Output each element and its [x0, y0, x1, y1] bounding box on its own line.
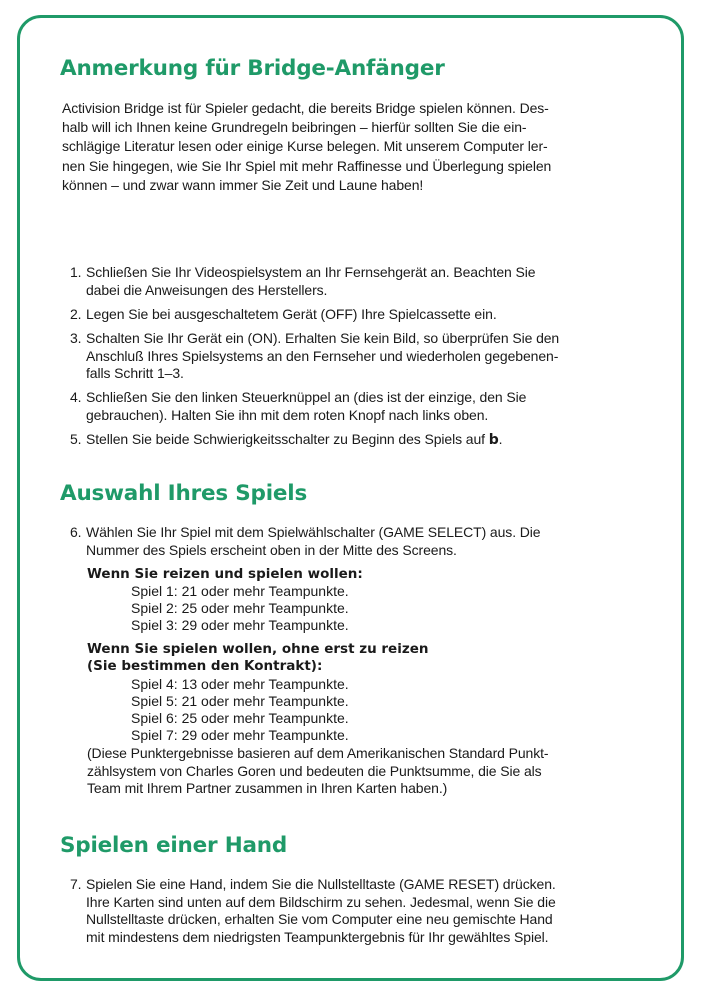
step-line: Schließen Sie den linken Steuerknüppel an (dies ist der einzige, den Sie	[86, 389, 527, 405]
scoring-note	[87, 745, 627, 798]
step-line: Schließen Sie Ihr Videospielsystem an Ihr Fernsehgerät an. Beachten Sie	[86, 264, 536, 280]
step-number: 2.	[70, 306, 82, 322]
intro-line: halb will ich Ihnen keine Grundregeln beibringen – hierfür sollten Sie die ein-	[62, 119, 527, 136]
step-line: falls Schritt 1–3.	[86, 365, 184, 381]
step-line: Spielen Sie eine Hand, indem Sie die Nullstelltaste (GAME RESET) drücken.	[86, 876, 556, 892]
intro-line: nen Sie hingegen, wie Sie Ihr Spiel mit mehr Raffinesse und Überlegung spielen	[62, 157, 552, 174]
step-number: 1.	[70, 264, 82, 280]
step-5	[70, 431, 630, 450]
step-tail: .	[498, 431, 503, 447]
note-line: (Diese Punktergebnisse basieren auf dem Amerikanischen Standard Punkt-	[87, 745, 549, 761]
play-heading: Wenn Sie spielen wollen, ohne erst zu reizen	[87, 641, 429, 657]
step-line: gebrauchen). Halten Sie ihn mit dem roten Knopf nach links oben.	[86, 406, 489, 423]
step-line: Legen Sie bei ausgeschaltetem Gerät (OFF) Ihre Spielcassette ein.	[86, 306, 497, 322]
step-line: Wählen Sie Ihr Spiel mit dem Spielwählschalter (GAME SELECT) aus. Die	[86, 524, 541, 540]
intro-line: schlägige Literatur lesen oder einige Kurse belegen. Mit unserem Computer ler-	[62, 138, 548, 155]
step-line: Schalten Sie Ihr Gerät ein (ON). Erhalten Sie kein Bild, so überprüfen Sie den	[86, 330, 560, 346]
game-level: Spiel 3: 29 oder mehr Teampunkte.	[131, 617, 349, 633]
intro-paragraph	[62, 99, 622, 195]
step-line: Stellen Sie beide Schwierigkeitsschalter zu Beginn des Spiels auf	[86, 431, 489, 447]
heading-game-select: Auswahl Ihres Spiels	[60, 481, 308, 506]
step-number: 3.	[70, 330, 82, 346]
step-6	[70, 524, 630, 559]
play-heading-sub: (Sie bestimmen den Kontrakt):	[87, 658, 323, 674]
step-line: Ihre Karten sind unten auf dem Bildschirm zu sehen. Jedesmal, wenn Sie die	[86, 893, 556, 910]
step-line: Anschluß Ihres Spielsystems an den Fernseher und wiederholen gegebenen-	[86, 347, 559, 364]
game-level: Spiel 4: 13 oder mehr Teampunkte.	[131, 676, 349, 692]
step-2	[70, 306, 630, 324]
note-line: zählsystem von Charles Goren und bedeuten die Punktsumme, die Sie als	[87, 762, 542, 779]
step-1	[70, 264, 630, 299]
game-level: Spiel 1: 21 oder mehr Teampunkte.	[131, 583, 349, 599]
step-4	[70, 389, 630, 424]
step-number: 7.	[70, 876, 82, 892]
heading-beginners: Anmerkung für Bridge-Anfänger	[60, 56, 445, 81]
step-line: Nullstelltaste drücken, erhalten Sie vom Computer eine neu gemischte Hand	[86, 911, 553, 927]
step-line: Nummer des Spiels erscheint oben in der Mitte des Screens.	[86, 541, 457, 558]
intro-line: können – und zwar wann immer Sie Zeit und Laune haben!	[62, 176, 424, 193]
step-line: mit mindestens dem niedrigsten Teampunktergebnis für Ihr gewähltes Spiel.	[86, 928, 549, 945]
game-level: Spiel 2: 25 oder mehr Teampunkte.	[131, 600, 349, 616]
step-number: 6.	[70, 524, 82, 540]
note-line: Team mit Ihrem Partner zusammen in Ihren Karten haben.)	[87, 780, 448, 796]
bid-heading: Wenn Sie reizen und spielen wollen:	[87, 566, 363, 582]
step-7	[70, 876, 630, 946]
heading-play-hand: Spielen einer Hand	[60, 833, 288, 858]
step-number: 5.	[70, 431, 82, 447]
game-level: Spiel 6: 25 oder mehr Teampunkte.	[131, 710, 349, 726]
difficulty-key: b	[488, 432, 499, 448]
intro-line: Activision Bridge ist für Spieler gedacht, die bereits Bridge spielen können. Des-	[62, 100, 549, 116]
game-level: Spiel 7: 29 oder mehr Teampunkte.	[131, 727, 349, 743]
step-number: 4.	[70, 389, 82, 405]
step-3	[70, 330, 630, 383]
step-line: dabei die Anweisungen des Herstellers.	[86, 281, 328, 298]
game-level: Spiel 5: 21 oder mehr Teampunkte.	[131, 693, 349, 709]
